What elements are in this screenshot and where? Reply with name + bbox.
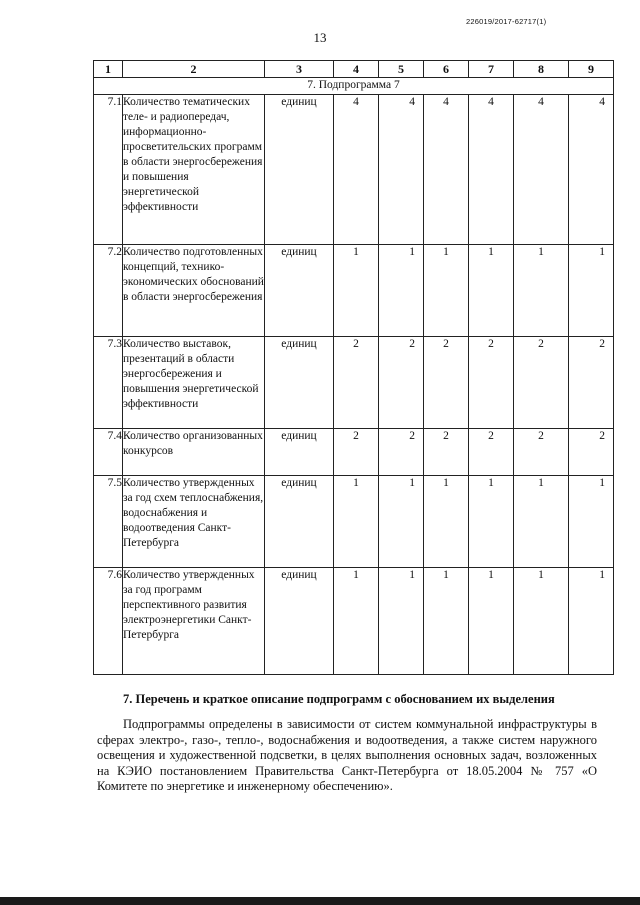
table-row [94,245,614,337]
column-header: 3 [265,61,334,78]
value-cell: 4 [379,95,424,245]
column-header: 4 [334,61,379,78]
indicator-name: Количество тематических теле- и радиопередач, информационно-просветительских программ в области энергосбережения и повышения энергетической эффективности [123,95,265,245]
column-header: 5 [379,61,424,78]
value-cell: 2 [424,337,469,429]
value-cell: 1 [334,245,379,337]
value-cell: 2 [514,429,569,476]
value-cell: 1 [469,476,514,568]
body-paragraph [97,717,597,795]
table-row [94,476,614,568]
document-id: 226019/2017-62717(1) [466,17,547,26]
value-cell: 2 [469,429,514,476]
value-cell: 2 [379,429,424,476]
value-cell: 1 [514,568,569,675]
value-cell: 1 [569,476,614,568]
value-cell: 2 [569,429,614,476]
value-cell: 1 [379,476,424,568]
paragraph-text: Подпрограммы определены в зависимости от систем коммунальной инфраструктуры в сферах электро-, газо-, тепло-, водоснабжения и водоотведения, а также систем наружного освещения и художественной подсветки, в целях выполнения основных задач, возложенных на КЭИО постановлением Правительства Санкт-Петербурга от 18.05.2004 № 757 «О Комитете по энергетике и инженерному обеспечению». [97,717,597,793]
value-cell: 1 [424,245,469,337]
value-cell: 2 [424,429,469,476]
column-header: 1 [94,61,123,78]
value-cell: 4 [514,95,569,245]
row-number: 7.4 [94,429,123,476]
row-number: 7.2 [94,245,123,337]
page-number: 13 [313,30,327,45]
value-cell: 1 [379,245,424,337]
value-cell: 2 [469,337,514,429]
table-row [94,337,614,429]
indicators-table [93,60,614,675]
table-row [94,429,614,476]
indicator-name: Количество утвержденных за год программ перспективного развития электроэнергетики Санкт-Петербурга [123,568,265,675]
value-cell: 4 [424,95,469,245]
unit-cell: единиц [265,568,334,675]
row-number: 7.1 [94,95,123,245]
value-cell: 1 [424,568,469,675]
row-number: 7.3 [94,337,123,429]
value-cell: 4 [334,95,379,245]
row-number: 7.6 [94,568,123,675]
unit-cell: единиц [265,429,334,476]
value-cell: 1 [514,476,569,568]
value-cell: 1 [514,245,569,337]
column-header: 2 [123,61,265,78]
value-cell: 1 [569,568,614,675]
subprogram-title: 7. Подпрограмма 7 [94,78,614,95]
value-cell: 1 [334,476,379,568]
value-cell: 4 [469,95,514,245]
unit-cell: единиц [265,95,334,245]
indicator-name: Количество подготовленных концепций, технико-экономических обоснований в области энергосбережения [123,245,265,337]
table-row [94,568,614,675]
column-header-row [94,61,614,78]
column-header: 8 [514,61,569,78]
unit-cell: единиц [265,245,334,337]
column-header: 6 [424,61,469,78]
value-cell: 2 [379,337,424,429]
subprogram-title-row [94,78,614,95]
value-cell: 1 [569,245,614,337]
value-cell: 4 [569,95,614,245]
value-cell: 1 [469,568,514,675]
unit-cell: единиц [265,476,334,568]
value-cell: 1 [334,568,379,675]
scan-edge-bar [0,897,640,905]
section-heading: 7. Перечень и краткое описание подпрограмм с обоснованием их выделения [123,692,555,706]
indicator-name: Количество выставок, презентаций в области энергосбережения и повышения энергетической эффективности [123,337,265,429]
value-cell: 2 [569,337,614,429]
indicator-name: Количество утвержденных за год схем теплоснабжения, водоснабжения и водоотведения Санкт-Петербурга [123,476,265,568]
column-header: 7 [469,61,514,78]
row-number: 7.5 [94,476,123,568]
table-row [94,95,614,245]
column-header: 9 [569,61,614,78]
value-cell: 2 [334,337,379,429]
value-cell: 1 [469,245,514,337]
unit-cell: единиц [265,337,334,429]
value-cell: 2 [514,337,569,429]
value-cell: 1 [379,568,424,675]
value-cell: 1 [424,476,469,568]
indicator-name: Количество организованных конкурсов [123,429,265,476]
value-cell: 2 [334,429,379,476]
